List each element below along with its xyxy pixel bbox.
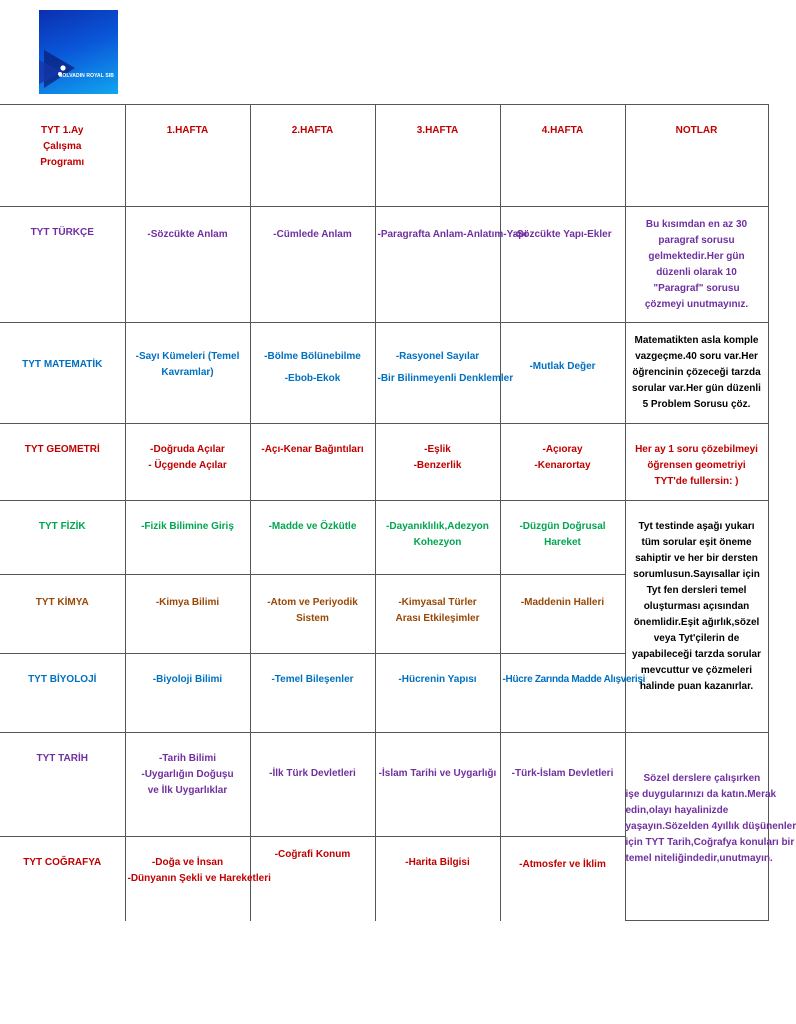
logo-caption: SOLVADIN ROYAL SIB	[59, 73, 114, 79]
notes-label: NOTLAR	[675, 125, 718, 136]
social-note-line-6: temel niteliğindedir,unutmayın.	[625, 853, 773, 864]
tarih-week-1-b: -Uygarlığın Doğuşu ve İlk Uygarlıklar	[141, 769, 234, 796]
matematik-week-3-a: -Rasyonel Sayılar	[395, 351, 480, 362]
kimya-week-3	[375, 575, 500, 654]
week-3-header	[375, 105, 500, 207]
turkce-week-2: -Cümlede Anlam	[250, 207, 375, 323]
cografya-week-4: -Atmosfer ve İklim	[500, 837, 625, 921]
subject-tarih: TYT TARİH	[0, 733, 125, 837]
subject-kimya: TYT KİMYA	[0, 575, 125, 654]
subject-turkce: TYT TÜRKÇE	[0, 207, 125, 323]
tarih-week-2: -İlk Türk Devletleri	[250, 733, 375, 837]
turkce-note-text: Bu kısımdan en az 30 paragraf sorusu gelmektedir.Her gün düzenli olarak 10 "Paragraf" sorusu çözmeyi unutmayınız.	[644, 219, 749, 310]
subject-geometri: TYT GEOMETRİ	[0, 424, 125, 501]
matematik-week-1	[125, 323, 250, 424]
week-4-header	[500, 105, 625, 207]
geometri-week-4-b: -Kenarortay	[534, 460, 591, 471]
week-2-header	[250, 105, 375, 207]
fizik-week-4: -Düzgün Doğrusal Hareket	[500, 501, 625, 575]
matematik-week-2-a: -Bölme Bölünebilme	[264, 351, 361, 362]
row-fizik	[0, 501, 768, 575]
turkce-week-3	[375, 207, 528, 323]
week-3-label: 3.HAFTA	[416, 125, 459, 136]
turkce-week-4: -Sözcükte Yapı-Ekler	[500, 207, 625, 323]
matematik-note-text: Matematikten asla komple vazgeçme.40 soru var.Her öğrencinin çözeceği tarzda sorular var.Her gün düzenli 5 Problem Sorusu çöz.	[632, 335, 761, 410]
matematik-week-3-b: -Bir Bilinmeyenli Denklemler	[377, 373, 514, 384]
week-1-header	[125, 105, 250, 207]
turkce-week-3-text: -Paragrafta Anlam-Anlatım-Yapı	[377, 229, 528, 240]
cografya-week-1-a: -Doğa ve İnsan	[151, 857, 224, 868]
notes-header	[625, 105, 768, 207]
fizik-week-3-text: -Dayanıklılık,Adezyon Kohezyon	[386, 521, 489, 548]
science-note	[625, 501, 768, 733]
geometri-note-text: Her ay 1 soru çözebilmeyi öğrensen geometriyi TYT'de fullersin: )	[635, 444, 758, 487]
tarih-week-1	[125, 733, 250, 837]
biyoloji-week-2: -Temel Bileşenler	[250, 654, 375, 733]
kimya-week-1: -Kimya Bilimi	[125, 575, 250, 654]
matematik-week-2	[250, 323, 375, 424]
geometri-note	[625, 424, 768, 501]
turkce-week-1: -Sözcükte Anlam	[125, 207, 250, 323]
geometri-week-3-a: -Eşlik	[424, 444, 451, 455]
social-note-line-2: işe duygularınızı da katın.Merak	[625, 789, 777, 800]
cografya-week-1	[125, 837, 271, 921]
row-turkce	[0, 207, 768, 323]
biyoloji-week-1: -Biyoloji Bilimi	[125, 654, 250, 733]
tarih-week-3: -İslam Tarihi ve Uygarlığı	[375, 733, 500, 837]
social-note-line-4: yaşayın.Sözelden 4yıllık düşünenler	[625, 821, 796, 832]
kimya-week-4: -Maddenin Halleri	[500, 575, 625, 654]
matematik-week-4: -Mutlak Değer	[500, 323, 625, 424]
cografya-week-3: -Harita Bilgisi	[375, 837, 500, 921]
matematik-week-3	[375, 323, 514, 424]
matematik-week-2-b: -Ebob-Ekok	[284, 373, 341, 384]
logo-emblem-icon	[39, 10, 118, 94]
fizik-week-1: -Fizik Bilimine Giriş	[125, 501, 250, 575]
row-matematik	[0, 323, 768, 424]
social-note-line-1: Sözel derslere çalışırken	[643, 773, 761, 784]
subject-matematik: TYT MATEMATİK	[0, 323, 125, 424]
turkce-note	[625, 207, 768, 323]
row-geometri	[0, 424, 768, 501]
geometri-week-2: -Açı-Kenar Bağıntıları	[250, 424, 375, 501]
geometri-week-4	[500, 424, 625, 501]
tarih-week-1-a: -Tarih Bilimi	[158, 753, 217, 764]
fizik-week-3	[375, 501, 500, 575]
row-tarih	[0, 733, 768, 837]
kimya-week-3-text: -Kimyasal Türler Arası Etkileşimler	[395, 597, 480, 624]
week-4-label: 4.HAFTA	[541, 125, 584, 136]
biyoloji-week-4-text: -Hücre Zarında Madde Alışverişi	[502, 674, 646, 685]
week-2-label: 2.HAFTA	[291, 125, 334, 136]
logo	[39, 10, 118, 94]
geometri-week-3	[375, 424, 500, 501]
subject-biyoloji: TYT BİYOLOJİ	[0, 654, 125, 733]
matematik-week-1-text: -Sayı Kümeleri (Temel Kavramlar)	[135, 351, 240, 378]
header-row	[0, 105, 768, 207]
geometri-week-4-a: -Açıoray	[542, 444, 583, 455]
social-note	[625, 733, 796, 921]
tarih-week-4: -Türk-İslam Devletleri	[500, 733, 625, 837]
fizik-week-2: -Madde ve Özkütle	[250, 501, 375, 575]
cografya-week-1-b: -Dünyanın Şekli ve Hareketleri	[127, 873, 271, 884]
biyoloji-week-3: -Hücrenin Yapısı	[375, 654, 500, 733]
subject-cografya: TYT COĞRAFYA	[0, 837, 125, 921]
geometri-week-3-b: -Benzerlik	[413, 460, 462, 471]
week-1-label: 1.HAFTA	[166, 125, 209, 136]
row-title-cell	[0, 105, 125, 207]
matematik-note	[625, 323, 768, 424]
geometri-week-1	[125, 424, 250, 501]
cografya-week-2: -Coğrafi Konum	[250, 837, 375, 921]
geometri-week-1-a: -Doğruda Açılar	[150, 444, 225, 455]
kimya-week-2: -Atom ve Periyodik Sistem	[250, 575, 375, 654]
geometri-week-1-b: - Üçgende Açılar	[148, 460, 227, 471]
row-title: TYT 1.Ay Çalışma Programı	[40, 125, 85, 168]
social-note-line-5: için TYT Tarih,Coğrafya konuları bir	[625, 837, 795, 848]
biyoloji-week-4	[500, 654, 646, 733]
social-note-line-3: edin,olayı hayalinizde	[625, 805, 729, 816]
subject-fizik: TYT FİZİK	[0, 501, 125, 575]
study-plan-table	[0, 104, 796, 921]
science-note-text: Tyt testinde aşağı yukarı tüm sorular eşit öneme sahiptir ve her bir dersten sorumlusun.Sayısallar için Tyt fen dersleri temel oluşturması açısından önemlidir.Eşit ağırlık,sözel veya Tyt'çilerin de yapabileceği tarzda sorular mevcuttur ve çözmeleri halinde puan kazanırlar.	[632, 521, 761, 692]
